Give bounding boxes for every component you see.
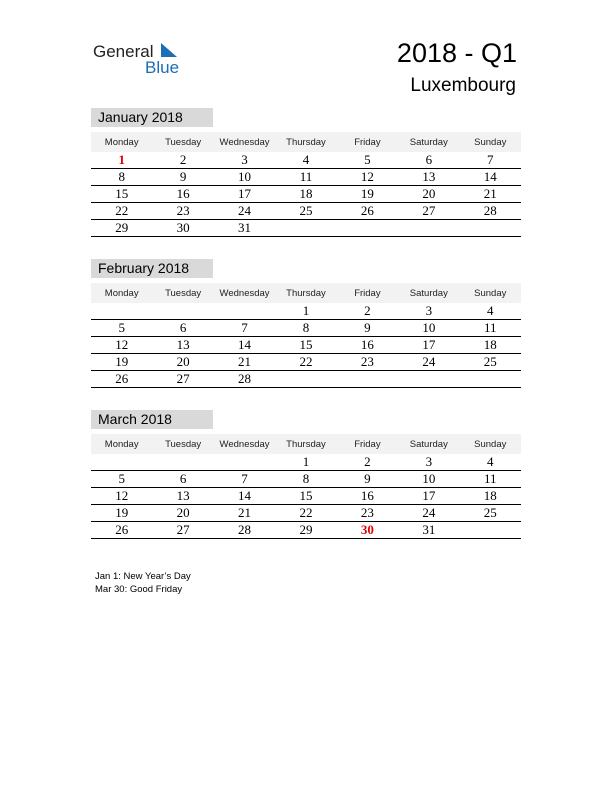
- weekday-header: Tuesday: [152, 434, 213, 454]
- day-cell: [152, 454, 213, 471]
- weekday-header: Sunday: [460, 283, 521, 303]
- day-cell: [91, 303, 152, 320]
- week-row: [91, 220, 521, 237]
- day-cell: 3: [398, 454, 459, 471]
- day-cell: [460, 522, 521, 539]
- day-cell: 26: [337, 203, 398, 220]
- day-cell: [152, 303, 213, 320]
- day-cell: 14: [214, 337, 275, 354]
- day-cell: [91, 454, 152, 471]
- week-row: [91, 371, 521, 388]
- day-cell: 17: [398, 488, 459, 505]
- holiday-day-cell: 30: [337, 522, 398, 539]
- day-cell: 21: [214, 354, 275, 371]
- day-cell: 19: [337, 186, 398, 203]
- month-label: February 2018: [91, 259, 213, 278]
- day-cell: 13: [398, 169, 459, 186]
- day-cell: 8: [275, 471, 336, 488]
- day-cell: 21: [214, 505, 275, 522]
- day-cell: 23: [337, 354, 398, 371]
- day-cell: 6: [398, 152, 459, 169]
- day-cell: 13: [152, 337, 213, 354]
- week-row: [91, 320, 521, 337]
- holiday-notes: [95, 570, 191, 596]
- day-cell: 14: [214, 488, 275, 505]
- holiday-note: Mar 30: Good Friday: [95, 584, 183, 595]
- day-cell: 1: [275, 303, 336, 320]
- day-cell: 19: [91, 505, 152, 522]
- weekday-header: Tuesday: [152, 132, 213, 152]
- day-cell: [214, 303, 275, 320]
- day-cell: 22: [91, 203, 152, 220]
- day-cell: 4: [460, 454, 521, 471]
- day-cell: 14: [460, 169, 521, 186]
- logo: [93, 40, 193, 80]
- day-cell: 18: [460, 337, 521, 354]
- week-row: [91, 488, 521, 505]
- day-cell: [398, 371, 459, 388]
- day-cell: 21: [460, 186, 521, 203]
- day-cell: 19: [91, 354, 152, 371]
- day-cell: [398, 220, 459, 237]
- day-cell: 4: [275, 152, 336, 169]
- weekday-header: Monday: [91, 434, 152, 454]
- day-cell: 25: [275, 203, 336, 220]
- weekday-header: Saturday: [398, 283, 459, 303]
- day-cell: 7: [214, 320, 275, 337]
- day-cell: 23: [152, 203, 213, 220]
- day-cell: 12: [337, 169, 398, 186]
- day-cell: 29: [275, 522, 336, 539]
- day-cell: 5: [91, 320, 152, 337]
- day-cell: 5: [91, 471, 152, 488]
- day-cell: [337, 371, 398, 388]
- day-cell: 12: [91, 488, 152, 505]
- day-cell: 1: [275, 454, 336, 471]
- day-cell: 28: [460, 203, 521, 220]
- weekday-header: Sunday: [460, 132, 521, 152]
- day-cell: 22: [275, 505, 336, 522]
- day-cell: 17: [214, 186, 275, 203]
- day-cell: 31: [398, 522, 459, 539]
- day-cell: [460, 220, 521, 237]
- day-cell: 11: [275, 169, 336, 186]
- day-cell: 20: [398, 186, 459, 203]
- day-cell: 27: [152, 522, 213, 539]
- day-cell: 3: [214, 152, 275, 169]
- week-row: [91, 303, 521, 320]
- day-cell: 22: [275, 354, 336, 371]
- day-cell: 16: [337, 488, 398, 505]
- day-cell: 28: [214, 371, 275, 388]
- day-cell: 26: [91, 522, 152, 539]
- weekday-header: Saturday: [398, 434, 459, 454]
- weekday-header: Thursday: [275, 132, 336, 152]
- month-label: January 2018: [91, 108, 213, 127]
- country-name: Luxembourg: [410, 75, 516, 96]
- day-cell: 9: [152, 169, 213, 186]
- day-cell: [460, 371, 521, 388]
- month-calendar: [91, 410, 521, 539]
- day-cell: 10: [398, 320, 459, 337]
- weekday-header: Thursday: [275, 434, 336, 454]
- weekday-header: Wednesday: [214, 132, 275, 152]
- day-cell: 24: [398, 354, 459, 371]
- holiday-note: Jan 1: New Year’s Day: [95, 571, 191, 582]
- day-cell: 4: [460, 303, 521, 320]
- day-cell: 11: [460, 471, 521, 488]
- weekday-header: Friday: [337, 283, 398, 303]
- week-row: [91, 522, 521, 539]
- month-calendar: [91, 259, 521, 388]
- day-cell: 2: [337, 303, 398, 320]
- day-cell: 20: [152, 354, 213, 371]
- weekday-header: Sunday: [460, 434, 521, 454]
- day-cell: 18: [275, 186, 336, 203]
- week-row: [91, 354, 521, 371]
- weekday-header: Friday: [337, 132, 398, 152]
- day-cell: 2: [152, 152, 213, 169]
- month-label: March 2018: [91, 410, 213, 429]
- day-cell: 23: [337, 505, 398, 522]
- day-cell: 9: [337, 471, 398, 488]
- day-cell: 17: [398, 337, 459, 354]
- day-cell: 18: [460, 488, 521, 505]
- day-cell: 25: [460, 505, 521, 522]
- weekday-header: Saturday: [398, 132, 459, 152]
- logo-triangle-icon: [161, 43, 177, 59]
- day-cell: 12: [91, 337, 152, 354]
- day-cell: 6: [152, 320, 213, 337]
- day-cell: [275, 220, 336, 237]
- logo-text-blue: Blue: [145, 58, 180, 77]
- day-cell: 29: [91, 220, 152, 237]
- month-grid: [91, 283, 521, 388]
- day-cell: 13: [152, 488, 213, 505]
- day-cell: 27: [152, 371, 213, 388]
- weekday-header: Monday: [91, 283, 152, 303]
- day-cell: 3: [398, 303, 459, 320]
- week-row: [91, 454, 521, 471]
- day-cell: 15: [275, 488, 336, 505]
- day-cell: 10: [398, 471, 459, 488]
- day-cell: [337, 220, 398, 237]
- day-cell: 16: [337, 337, 398, 354]
- day-cell: 16: [152, 186, 213, 203]
- day-cell: [275, 371, 336, 388]
- day-cell: 31: [214, 220, 275, 237]
- day-cell: [214, 454, 275, 471]
- week-row: [91, 505, 521, 522]
- day-cell: 9: [337, 320, 398, 337]
- day-cell: 11: [460, 320, 521, 337]
- week-row: [91, 169, 521, 186]
- weekday-header: Monday: [91, 132, 152, 152]
- day-cell: 26: [91, 371, 152, 388]
- day-cell: 15: [91, 186, 152, 203]
- day-cell: 24: [214, 203, 275, 220]
- day-cell: 7: [214, 471, 275, 488]
- month-calendar: [91, 108, 521, 237]
- day-cell: 25: [460, 354, 521, 371]
- weekday-header: Friday: [337, 434, 398, 454]
- day-cell: 30: [152, 220, 213, 237]
- weekday-header: Wednesday: [214, 283, 275, 303]
- weekday-header: Thursday: [275, 283, 336, 303]
- week-row: [91, 152, 521, 169]
- page-title: 2018 - Q1: [396, 38, 517, 68]
- day-cell: 8: [91, 169, 152, 186]
- day-cell: 27: [398, 203, 459, 220]
- week-row: [91, 471, 521, 488]
- week-row: [91, 186, 521, 203]
- holiday-day-cell: 1: [91, 152, 152, 169]
- month-grid: [91, 434, 521, 539]
- day-cell: 10: [214, 169, 275, 186]
- logo-text-general: General: [93, 42, 154, 61]
- week-row: [91, 337, 521, 354]
- week-row: [91, 203, 521, 220]
- weekday-header: Wednesday: [214, 434, 275, 454]
- day-cell: 8: [275, 320, 336, 337]
- day-cell: 2: [337, 454, 398, 471]
- day-cell: 20: [152, 505, 213, 522]
- day-cell: 24: [398, 505, 459, 522]
- month-grid: [91, 132, 521, 237]
- day-cell: 6: [152, 471, 213, 488]
- day-cell: 28: [214, 522, 275, 539]
- day-cell: 15: [275, 337, 336, 354]
- day-cell: 5: [337, 152, 398, 169]
- day-cell: 7: [460, 152, 521, 169]
- weekday-header: Tuesday: [152, 283, 213, 303]
